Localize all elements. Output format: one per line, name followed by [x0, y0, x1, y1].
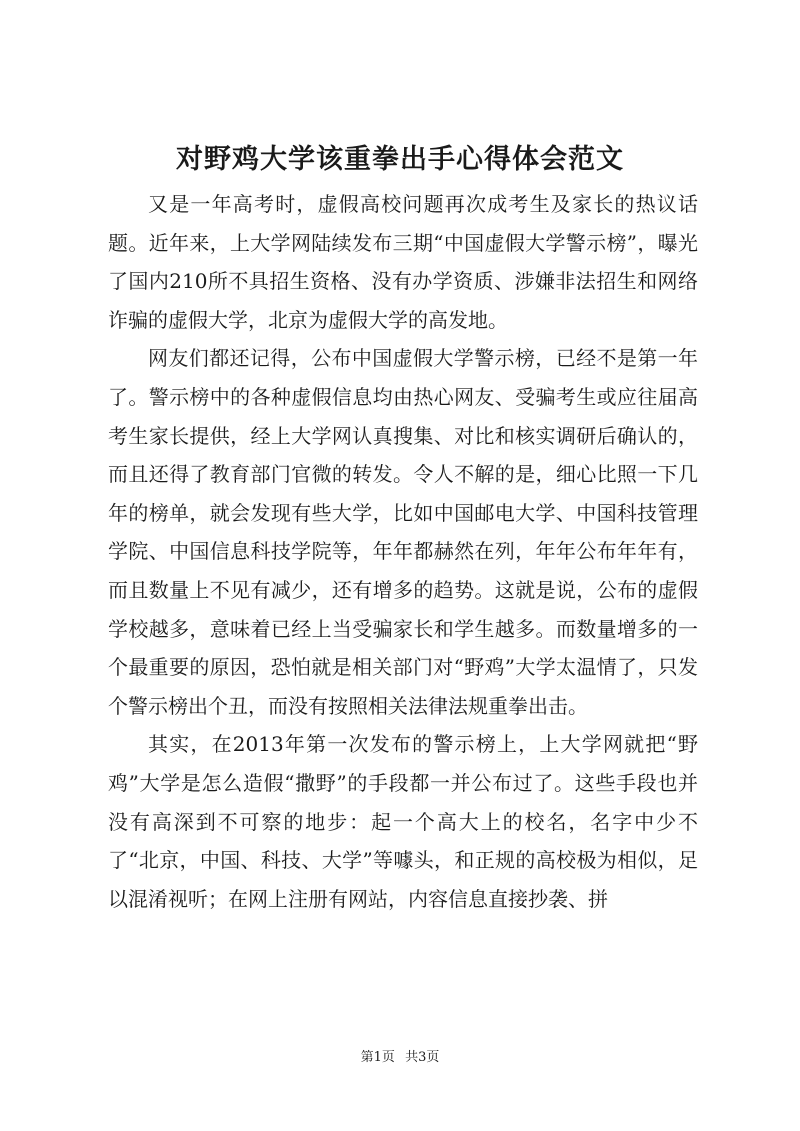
- page-number: 第1页: [360, 1050, 395, 1065]
- document-body: [108, 185, 698, 918]
- page-footer: [0, 1048, 800, 1068]
- document-title: 对野鸡大学该重拳出手心得体会范文: [176, 144, 624, 175]
- paragraph-1: 又是一年高考时，虚假高校问题再次成考生及家长的热议话题。近年来，上大学网陆续发布三期“中国虚假大学警示榜”，曝光了国内210所不具招生资格、没有办学资质、涉嫌非法招生和网络诈骗的虚假大学，北京为虚假大学的高发地。: [108, 192, 698, 332]
- page-total: 共3页: [405, 1050, 440, 1065]
- paragraph-2: 网友们都还记得，公布中国虚假大学警示榜，已经不是第一年了。警示榜中的各种虚假信息均由热心网友、受骗考生或应往届高考生家长提供，经上大学网认真搜集、对比和核实调研后确认的，而且还得了教育部门官微的转发。令人不解的是，细心比照一下几年的榜单，就会发现有些大学，比如中国邮电大学、中国科技管理学院、中国信息科技学院等，年年都赫然在列，年年公布年年有，而且数量上不见有减少，还有增多的趋势。这就是说，公布的虚假学校越多，意味着已经上当受骗家长和学生越多。而数量增多的一个最重要的原因，恐怕就是相关部门对“野鸡”大学太温情了，只发个警示榜出个丑，而没有按照相关法律法规重拳出击。: [108, 346, 698, 718]
- paragraph-3: 其实，在2013年第一次发布的警示榜上，上大学网就把“野鸡”大学是怎么造假“撒野”的手段都一并公布过了。这些手段也并没有高深到不可察的地步：起一个高大上的校名，名字中少不了“北京，中国、科技、大学”等噱头，和正规的高校极为相似，足以混淆视听；在网上注册有网站，内容信息直接抄袭、拼: [108, 732, 698, 911]
